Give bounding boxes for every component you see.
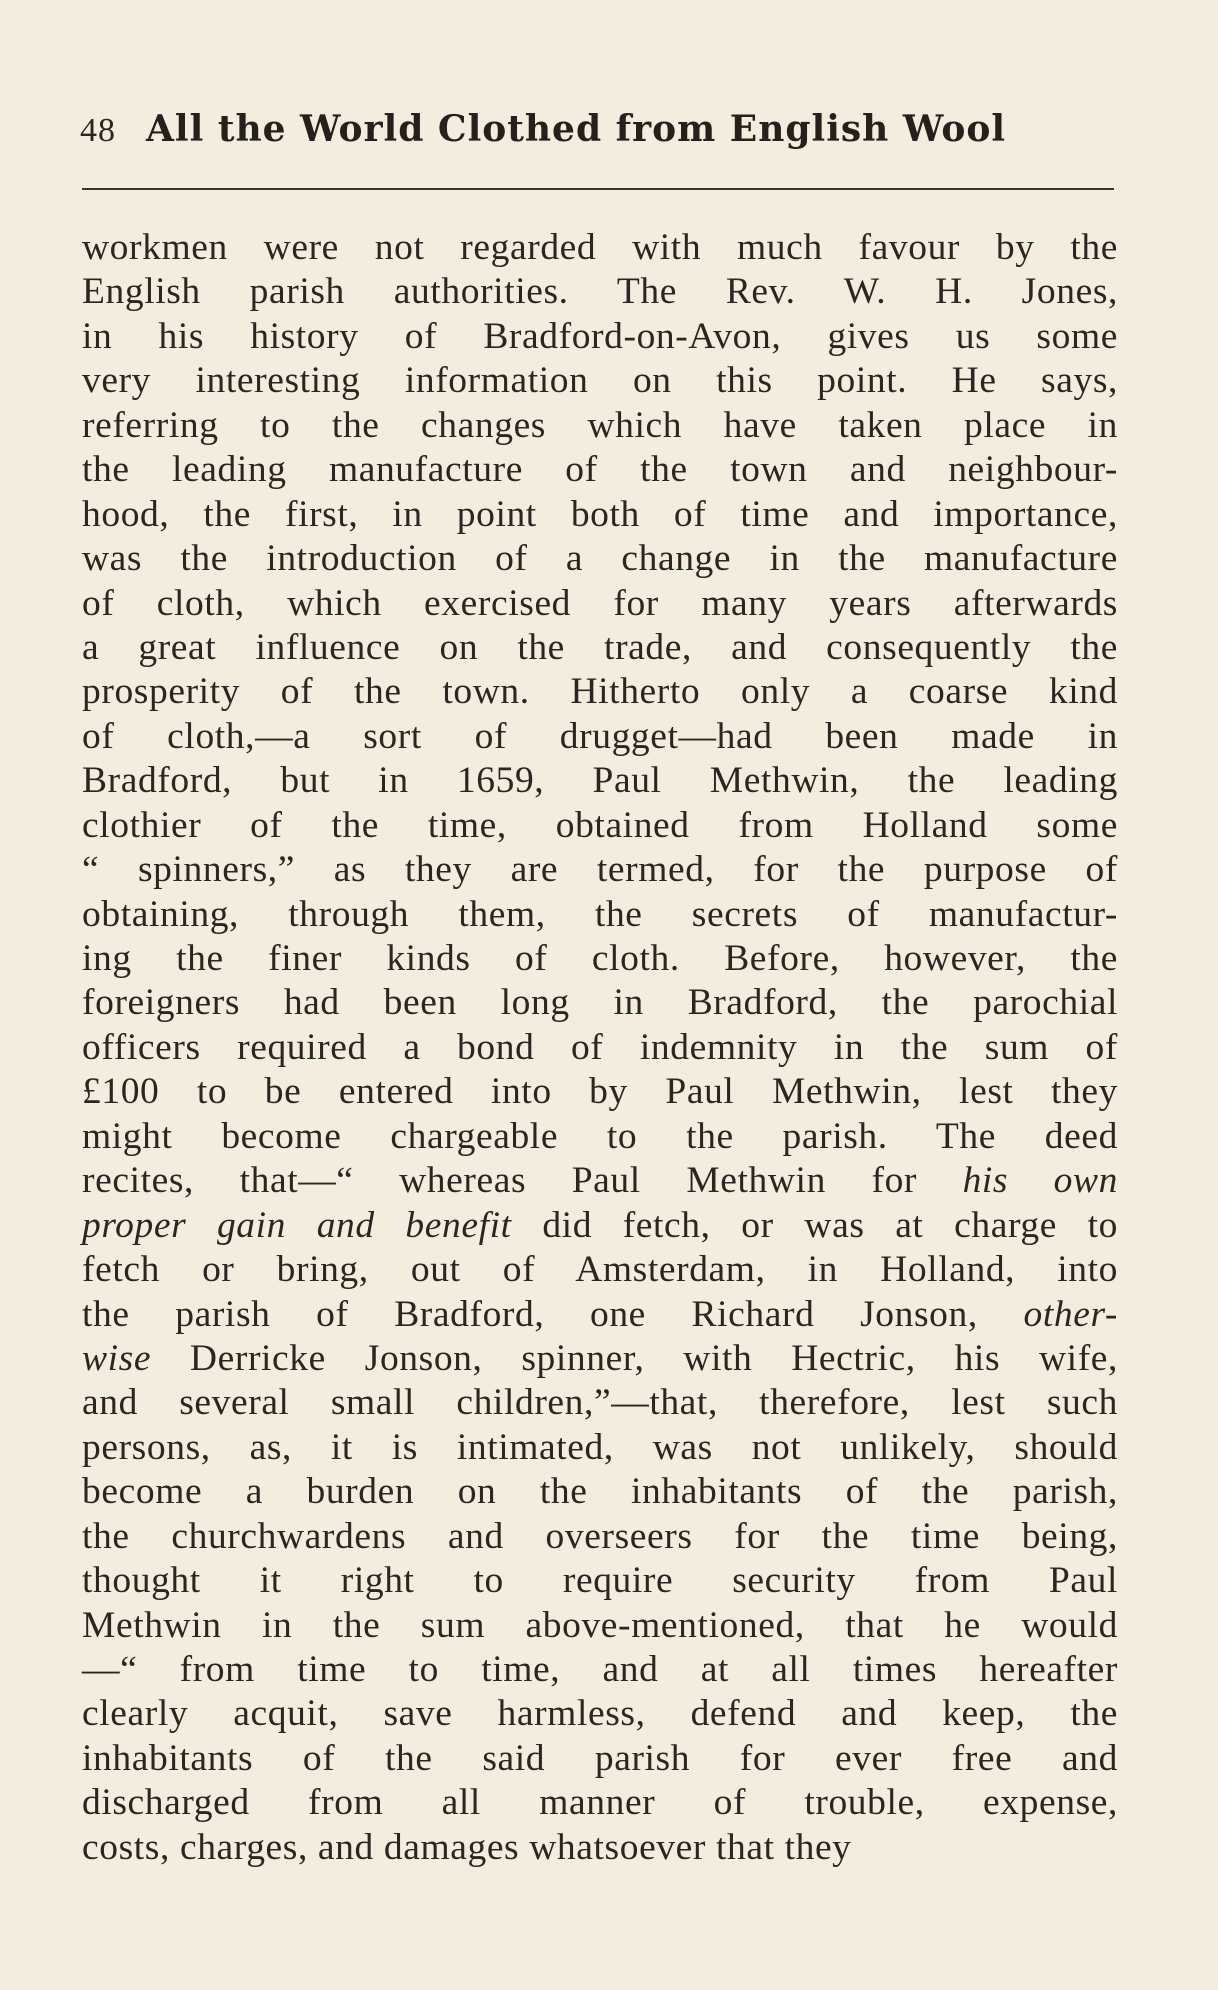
text-line [82,1248,1118,1292]
text-line [82,1070,1118,1114]
text-segment: Bradford, but in 1659, Paul Methwin, the leading [82,760,1118,802]
text-segment: become a burden on the inhabitants of the parish, [82,1471,1118,1513]
text-line [82,804,1118,848]
text-segment: very interesting information on this point. He says, [82,360,1118,402]
text-segment: the churchwardens and overseers for the time being, [82,1515,1118,1557]
text-segment: hood, the first, in point both of time and importance, [82,493,1118,535]
italic-text-segment: other- [1023,1293,1118,1335]
italic-text-segment: proper gain and benefit [82,1204,512,1246]
text-segment: persons, as, it is intimated, was not unlikely, should [82,1426,1118,1468]
text-segment: clothier of the time, obtained from Holland some [82,804,1118,846]
running-head [80,108,1120,158]
text-line [82,937,1118,981]
text-segment: obtaining, through them, the secrets of manufactur- [82,893,1118,935]
text-segment: thought it right to require security from Paul [82,1560,1118,1602]
text-line [82,1337,1118,1381]
text-segment: fetch or bring, out of Amsterdam, in Holland, into [82,1249,1118,1291]
text-segment: English parish authorities. The Rev. W. H. Jones, [82,271,1118,313]
text-line [82,1470,1118,1514]
text-segment: £100 to be entered into by Paul Methwin, lest they [82,1071,1118,1113]
text-segment: a great influence on the trade, and consequently the [82,626,1118,668]
text-line [82,1204,1118,1248]
text-line [82,226,1118,270]
text-line [82,670,1118,714]
text-line [82,759,1118,803]
text-line [82,448,1118,492]
text-segment: —“ from time to time, and at all times hereafter [82,1649,1118,1690]
text-segment: might become chargeable to the parish. The deed [82,1115,1118,1157]
text-line [82,493,1118,537]
text-segment: the leading manufacture of the town and neighbour- [82,449,1118,491]
text-line [82,1293,1118,1337]
text-segment: in his history of Bradford-on-Avon, gives us some [82,315,1118,357]
text-segment: ing the finer kinds of cloth. Before, however, the [82,938,1118,979]
text-line [82,1559,1118,1603]
body-text [82,226,1118,1870]
italic-text-segment: his own [962,1160,1118,1202]
text-line [82,1426,1118,1470]
text-segment: and several small children,”—that, therefore, lest such [82,1382,1118,1424]
text-segment: “ spinners,” as they are termed, for the purpose of [82,849,1118,891]
text-segment: inhabitants of the said parish for ever free and [82,1737,1118,1779]
text-segment: Methwin in the sum above-mentioned, that he would [82,1604,1118,1646]
text-segment: recites, that—“ whereas Paul Methwin for [82,1160,963,1202]
text-segment: the parish of Bradford, one Richard Jonson, [82,1293,1024,1335]
text-line [82,1781,1118,1825]
header-rule [82,188,1114,190]
text-line [82,981,1118,1025]
text-segment: foreigners had been long in Bradford, the parochial [82,982,1118,1024]
text-segment: referring to the changes which have taken place in [82,404,1118,446]
text-segment: clearly acquit, save harmless, defend and keep, the [82,1693,1118,1735]
text-line [82,270,1118,314]
text-line [82,1737,1118,1781]
text-line [82,537,1118,581]
text-line [82,1604,1118,1648]
text-line [82,1381,1118,1425]
text-line [82,1159,1118,1203]
running-title: All the World Clothed from English Wool [146,108,1007,150]
text-line [82,359,1118,403]
page-number: 48 [80,112,116,149]
text-line [82,1115,1118,1159]
text-segment: of cloth,—a sort of drugget—had been made in [82,715,1118,757]
text-line [82,1026,1118,1070]
text-segment: costs, charges, and damages whatsoever that they [82,1826,852,1868]
text-segment: prosperity of the town. Hitherto only a coarse kind [82,671,1118,713]
text-segment: officers required a bond of indemnity in the sum of [82,1026,1118,1068]
text-segment: workmen were not regarded with much favour by the [82,227,1118,268]
text-line [82,315,1118,359]
text-line [82,893,1118,937]
text-segment: of cloth, which exercised for many years afterwards [82,582,1118,624]
text-line [82,1648,1118,1692]
text-line [82,626,1118,670]
text-segment: discharged from all manner of trouble, expense, [82,1782,1118,1824]
text-line [82,1515,1118,1559]
text-line [82,848,1118,892]
text-segment: did fetch, or was at charge to [511,1204,1118,1246]
text-line [82,582,1118,626]
text-line [82,1692,1118,1736]
text-line [82,404,1118,448]
text-segment: Derricke Jonson, spinner, with Hectric, his wife, [151,1337,1118,1379]
text-line [82,715,1118,759]
text-line [82,1826,1118,1870]
italic-text-segment: wise [82,1337,152,1379]
text-segment: was the introduction of a change in the manufacture [82,538,1118,580]
